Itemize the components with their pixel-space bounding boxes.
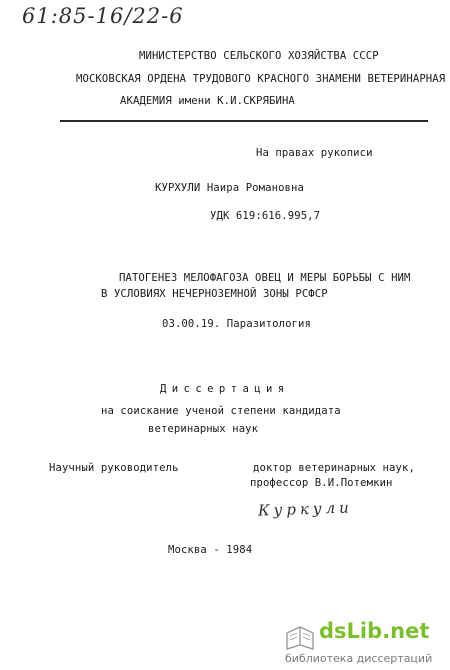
supervisor-label: Научный руководитель [49, 462, 179, 474]
academy-line: МОСКОВСКАЯ ОРДЕНА ТРУДОВОГО КРАСНОГО ЗНАМЕНИ ВЕТЕРИНАРНАЯ [76, 73, 446, 85]
supervisor-name: профессор В.И.Потемкин [250, 477, 393, 489]
degree-line-1: на соискание ученой степени кандидата [101, 405, 341, 417]
watermark-brand: dsLib.net [319, 619, 430, 643]
watermark [283, 619, 443, 667]
watermark-subtitle: библиотека диссертаций [285, 652, 433, 665]
place-year: Москва - 1984 [168, 544, 253, 556]
supervisor-degree: доктор ветеринарных наук, [253, 462, 415, 474]
rights-note: На правах рукописи [256, 147, 373, 159]
specialty: 03.00.19. Паразитология [162, 318, 311, 330]
header-divider [60, 120, 428, 122]
academy-name-line: АКАДЕМИЯ имени К.И.СКРЯБИНА [120, 95, 295, 107]
title-line-2: В УСЛОВИЯХ НЕЧЕРНОЗЕМНОЙ ЗОНЫ РСФСР [101, 288, 328, 300]
author-name: КУРХУЛИ Наира Романовна [155, 182, 304, 194]
archive-code: 61:85-16/22-6 [22, 4, 184, 28]
handwritten-signature: Куркули [257, 498, 354, 520]
book-icon [283, 623, 317, 653]
degree-line-2: ветеринарных наук [148, 423, 259, 435]
dissertation-word: Диссертация [160, 383, 290, 395]
ministry-line: МИНИСТЕРСТВО СЕЛЬСКОГО ХОЗЯЙСТВА СССР [139, 50, 379, 62]
udk-code: УДК 619:616.995,7 [210, 210, 321, 222]
title-line-1: ПАТОГЕНЕЗ МЕЛОФАГОЗА ОВЕЦ И МЕРЫ БОРЬБЫ С НИМ [119, 272, 411, 284]
